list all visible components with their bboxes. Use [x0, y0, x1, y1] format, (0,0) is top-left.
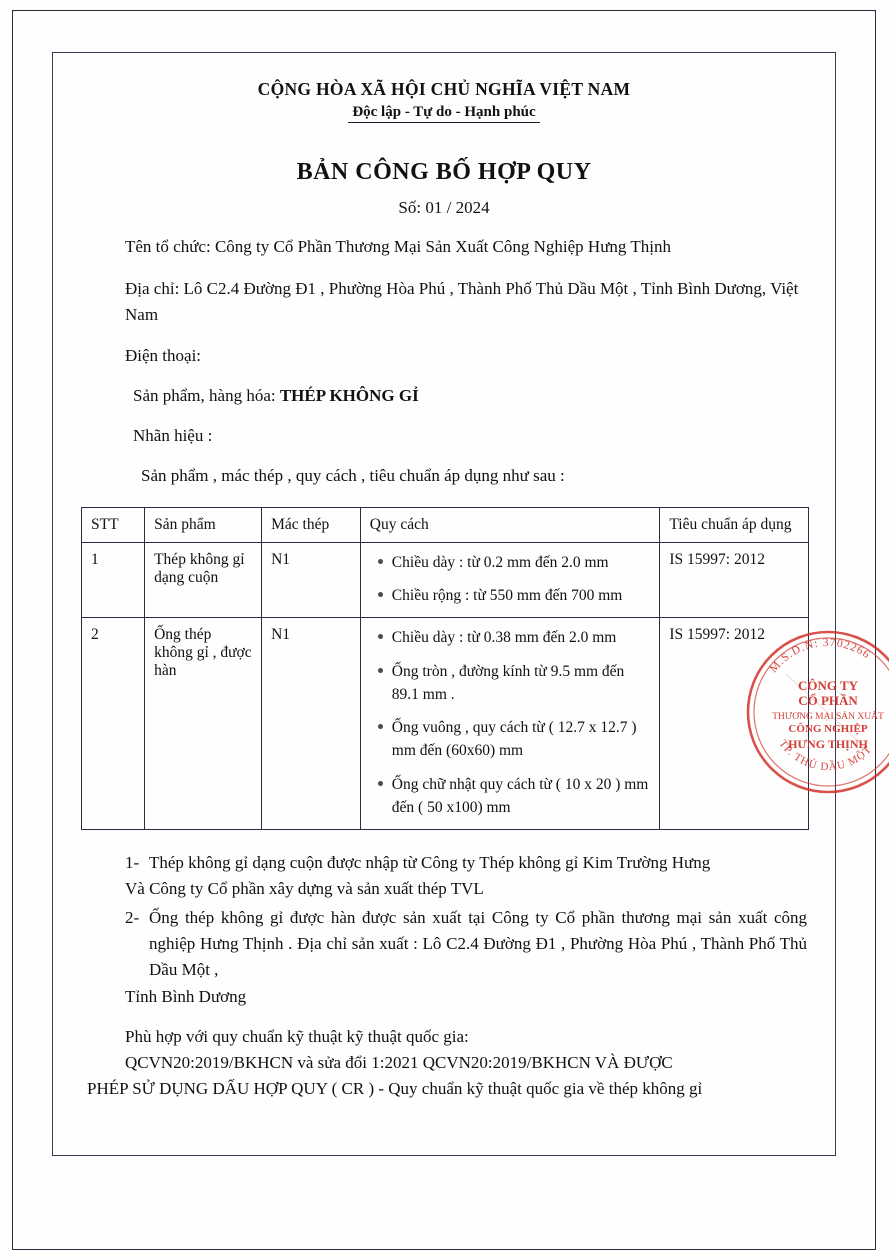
cell-grade: N1 — [262, 542, 361, 618]
conformity-line-1: Phù hợp với quy chuẩn kỹ thuật kỹ thuật quốc gia: — [125, 1027, 469, 1047]
note-number: 2- — [125, 907, 140, 927]
declaration-details — [81, 234, 807, 489]
column-header-spec: Quy cách — [360, 507, 660, 542]
svg-text:CỔ PHẦN: CỔ PHẦN — [798, 693, 858, 708]
table-intro: Sản phẩm , mác thép , quy cách , tiêu chuẩn áp dụng như sau : — [141, 465, 565, 485]
document-body — [52, 52, 836, 1156]
list-item: Chiều dày : từ 0.38 mm đến 2.0 mm — [392, 626, 651, 649]
organization-value: Công ty Cổ Phần Thương Mại Sản Xuất Công Nghiệp Hưng Thịnh — [214, 237, 671, 256]
spec-list — [370, 626, 651, 819]
table-row — [82, 542, 809, 618]
list-item: Ống chữ nhật quy cách từ ( 10 x 20 ) mm đến ( 50 x100) mm — [392, 773, 651, 820]
note-continuation: Tỉnh Bình Dương — [125, 986, 247, 1006]
list-item: Ống vuông , quy cách từ ( 12.7 x 12.7 ) mm đến (60x60) mm — [392, 716, 651, 763]
cell-product: Ống thép không gỉ , được hàn — [145, 618, 262, 830]
column-header-stt: STT — [82, 507, 145, 542]
note-item — [125, 850, 807, 876]
svg-text:M.S.D.N: 3702266: M.S.D.N: 3702266 — [767, 636, 873, 676]
phone-line: Điện thoại: — [125, 346, 202, 366]
address-label: Địa chỉ: — [125, 278, 184, 298]
product-line — [133, 383, 807, 409]
product-value: THÉP KHÔNG GỈ — [279, 386, 419, 406]
spec-list — [370, 551, 651, 608]
address-value: Lô C2.4 Đường Đ1 , Phường Hòa Phú , Thành Phố Thủ Dầu Một , Tỉnh Bình Dương, Việt Nam — [125, 278, 799, 324]
table-header-row — [82, 507, 809, 542]
cell-stt: 2 — [82, 618, 145, 830]
cell-standard: IS 15997: 2012 — [660, 618, 809, 830]
organization-line — [125, 234, 807, 260]
list-item: Chiều rộng : từ 550 mm đến 700 mm — [392, 584, 651, 607]
svg-text:CÔNG NGHIỆP: CÔNG NGHIỆP — [788, 723, 868, 735]
organization-label: Tên tổ chức: — [125, 237, 215, 256]
nation-title: CỘNG HÒA XÃ HỘI CHỦ NGHĨA VIỆT NAM — [257, 79, 631, 99]
svg-text:TP. THỦ DẦU MỘT: TP. THỦ DẦU MỘT — [776, 737, 875, 774]
conformity-line-2: QCVN20:2019/BKHCN và sửa đổi 1:2021 QCVN20:2019/BKHCN VÀ ĐƯỢC — [125, 1052, 673, 1072]
svg-text:CÔNG TY: CÔNG TY — [797, 678, 859, 693]
notes-block — [81, 850, 807, 1010]
note-text: Thép không gỉ dạng cuộn được nhập từ Công ty Thép không gỉ Kim Trường Hưng — [149, 853, 711, 873]
nation-motto: Độc lập - Tự do - Hạnh phúc — [348, 104, 539, 123]
address-line — [125, 276, 807, 328]
svg-text:HƯNG THỊNH: HƯNG THỊNH — [788, 737, 868, 751]
header-block — [81, 79, 807, 218]
column-header-grade: Mác thép — [262, 507, 361, 542]
document-number: Số: 01 / 2024 — [398, 198, 490, 217]
table-row — [82, 618, 809, 830]
note-item — [125, 905, 807, 984]
cell-stt: 1 — [82, 542, 145, 618]
column-header-product: Sản phẩm — [145, 507, 262, 542]
cell-spec — [360, 618, 660, 830]
list-item: Ống tròn , đường kính từ 9.5 mm đến 89.1 mm . — [392, 660, 651, 707]
list-item: Chiều dày : từ 0.2 mm đến 2.0 mm — [392, 551, 651, 574]
note-continuation: Và Công ty Cổ phần xây dựng và sản xuất thép TVL — [125, 879, 484, 899]
cell-product: Thép không gỉ dạng cuộn — [145, 542, 262, 618]
specification-table — [81, 507, 809, 830]
note-text: Ống thép không gỉ được hàn được sản xuất tại Công ty Cổ phần thương mại sản xuất công nghiệp Hưng Thịnh . Địa chỉ sản xuất : Lô C2.4 Đường Đ1 , Phường Hòa Phú , Thành Phố Thủ Dầu Một , — [149, 907, 807, 980]
note-number: 1- — [125, 853, 140, 873]
conformity-line-3: PHÉP SỬ DỤNG DẤU HỢP QUY ( CR ) - Quy chuẩn kỹ thuật quốc gia về thép không gỉ — [87, 1078, 703, 1098]
column-header-standard: Tiêu chuẩn áp dụng — [660, 507, 809, 542]
cell-standard: IS 15997: 2012 — [660, 542, 809, 618]
brand-line: Nhãn hiệu : — [133, 426, 213, 446]
page-title: BẢN CÔNG BỐ HỢP QUY — [296, 159, 592, 185]
cell-grade: N1 — [262, 618, 361, 830]
conformity-block — [81, 1024, 807, 1101]
svg-text:THƯƠNG MẠI SẢN XUẤT: THƯƠNG MẠI SẢN XUẤT — [772, 712, 884, 722]
product-label: Sản phẩm, hàng hóa: — [133, 386, 280, 406]
cell-spec — [360, 542, 660, 618]
